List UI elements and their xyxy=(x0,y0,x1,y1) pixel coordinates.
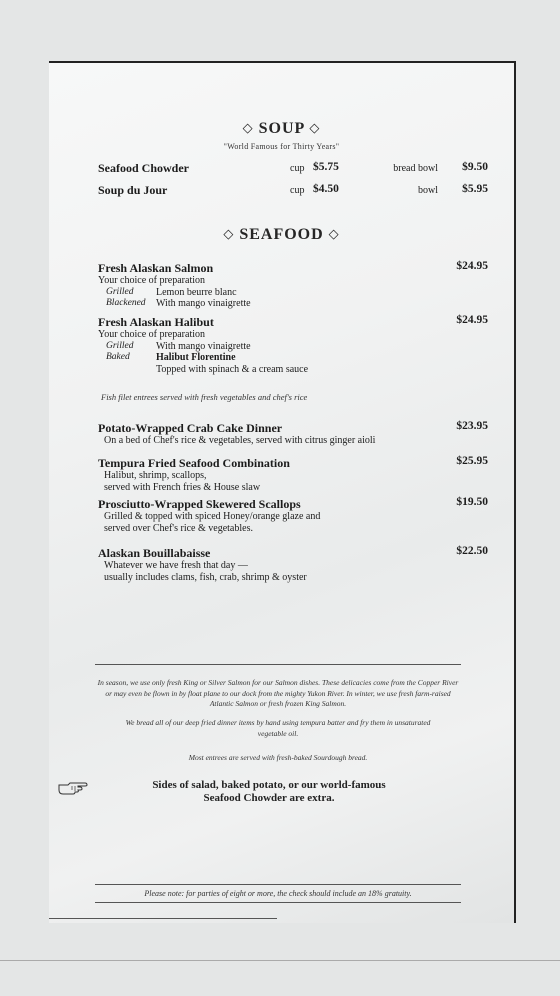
diamond-icon: ◇ xyxy=(242,120,254,135)
seafood-heading xyxy=(49,226,514,244)
gratuity-note: Please note: for parties of eight or more, the check should include an 18% gratuity. xyxy=(144,889,412,898)
sides-line: Sides of salad, baked potato, or our world-famous xyxy=(152,779,386,791)
diamond-icon: ◇ xyxy=(328,226,340,241)
item-name: Prosciutto-Wrapped Skewered Scallops xyxy=(98,497,301,511)
item-name: Potato-Wrapped Crab Cake Dinner xyxy=(98,421,283,435)
item-price: $23.95 xyxy=(456,420,488,432)
menu-item-halibut xyxy=(98,315,488,375)
sides-line: Seafood Chowder are extra. xyxy=(203,792,335,804)
item-price: $24.95 xyxy=(456,260,488,272)
prep-value: Halibut Florentine xyxy=(156,352,236,363)
salmon-note: In season, we use only fresh King or Silver Salmon for our Salmon dishes. These delicacies come from the Copper River or may even be flown in by float plane to our dock from the mighty Yukon River. In winter, we use fresh farm-raised Atlantic Salmon or fresh frozen King Salmon. xyxy=(97,678,459,708)
batter-note: We bread all of our deep fried dinner items by hand using tempura batter and fry them in unsaturated vegetable oil. xyxy=(125,718,431,738)
item-desc: Halibut, shrimp, scallops, xyxy=(104,470,207,481)
item-desc: served with French fries & House slaw xyxy=(104,481,261,493)
item-desc: usually includes clams, fish, crab, shrimp & oyster xyxy=(104,571,307,583)
divider xyxy=(95,902,461,903)
prep-extra: Topped with spinach & a cream sauce xyxy=(156,363,309,375)
prep-option xyxy=(98,341,488,353)
bowl-label: bread bowl xyxy=(393,163,438,174)
item-desc: Whatever we have fresh that day — xyxy=(104,560,248,571)
bowl-label: bowl xyxy=(418,185,438,196)
pointing-hand-icon xyxy=(58,781,88,795)
prep-option xyxy=(98,287,488,299)
soup-name: Seafood Chowder xyxy=(98,161,190,175)
item-price: $22.50 xyxy=(456,545,488,557)
menu-item-tempura xyxy=(98,456,488,493)
menu-page xyxy=(49,61,516,923)
item-name: Alaskan Bouillabaisse xyxy=(98,546,211,560)
item-desc: Your choice of preparation xyxy=(98,329,206,340)
diamond-icon: ◇ xyxy=(223,226,235,241)
bowl-price: $5.95 xyxy=(462,183,488,195)
soup-subtitle: "World Famous for Thirty Years" xyxy=(223,142,340,151)
prep-option xyxy=(98,298,488,310)
soup-row xyxy=(49,161,514,177)
footer-rule xyxy=(49,918,277,919)
menu-item-scallops xyxy=(98,497,488,534)
prep-label: Grilled xyxy=(106,340,134,351)
prep-label: Grilled xyxy=(106,286,134,297)
item-price: $24.95 xyxy=(456,314,488,326)
prep-value: Lemon beurre blanc xyxy=(156,286,237,298)
prep-value: With mango vinaigrette xyxy=(156,340,251,352)
fish-note: Fish filet entrees served with fresh vegetables and chef's rice xyxy=(101,392,308,402)
item-name: Fresh Alaskan Salmon xyxy=(98,261,214,275)
divider xyxy=(95,664,461,665)
diamond-icon: ◇ xyxy=(309,120,321,135)
menu-item-salmon xyxy=(98,261,488,310)
item-desc: served over Chef's rice & vegetables. xyxy=(104,522,253,534)
item-desc: Your choice of preparation xyxy=(98,275,206,286)
cup-label: cup xyxy=(290,163,305,174)
menu-item-crab-cake xyxy=(98,421,488,447)
soup-heading xyxy=(49,120,514,138)
seafood-title: SEAFOOD xyxy=(239,226,324,243)
prep-label: Blackened xyxy=(106,298,146,308)
prep-label: Baked xyxy=(106,352,130,362)
cup-price: $5.75 xyxy=(313,161,339,173)
prep-value: With mango vinaigrette xyxy=(156,298,251,309)
item-desc: On a bed of Chef's rice & vegetables, served with citrus ginger aioli xyxy=(104,435,376,446)
item-name: Fresh Alaskan Halibut xyxy=(98,315,214,329)
divider xyxy=(95,884,461,885)
page-edge xyxy=(0,960,560,961)
sides-note xyxy=(119,779,419,805)
item-price: $25.95 xyxy=(456,455,488,467)
item-price: $19.50 xyxy=(456,496,488,508)
cup-label: cup xyxy=(290,185,305,196)
cup-price: $4.50 xyxy=(313,183,339,195)
bowl-price: $9.50 xyxy=(462,161,488,173)
soup-title: SOUP xyxy=(258,120,305,137)
menu-item-bouillabaisse xyxy=(98,546,488,583)
prep-option xyxy=(98,352,488,364)
soup-name: Soup du Jour xyxy=(98,183,168,197)
item-name: Tempura Fried Seafood Combination xyxy=(98,456,290,470)
soup-row xyxy=(49,183,514,199)
bread-note: Most entrees are served with fresh-baked Sourdough bread. xyxy=(188,753,368,762)
item-desc: Grilled & topped with spiced Honey/orange glaze and xyxy=(104,511,321,522)
